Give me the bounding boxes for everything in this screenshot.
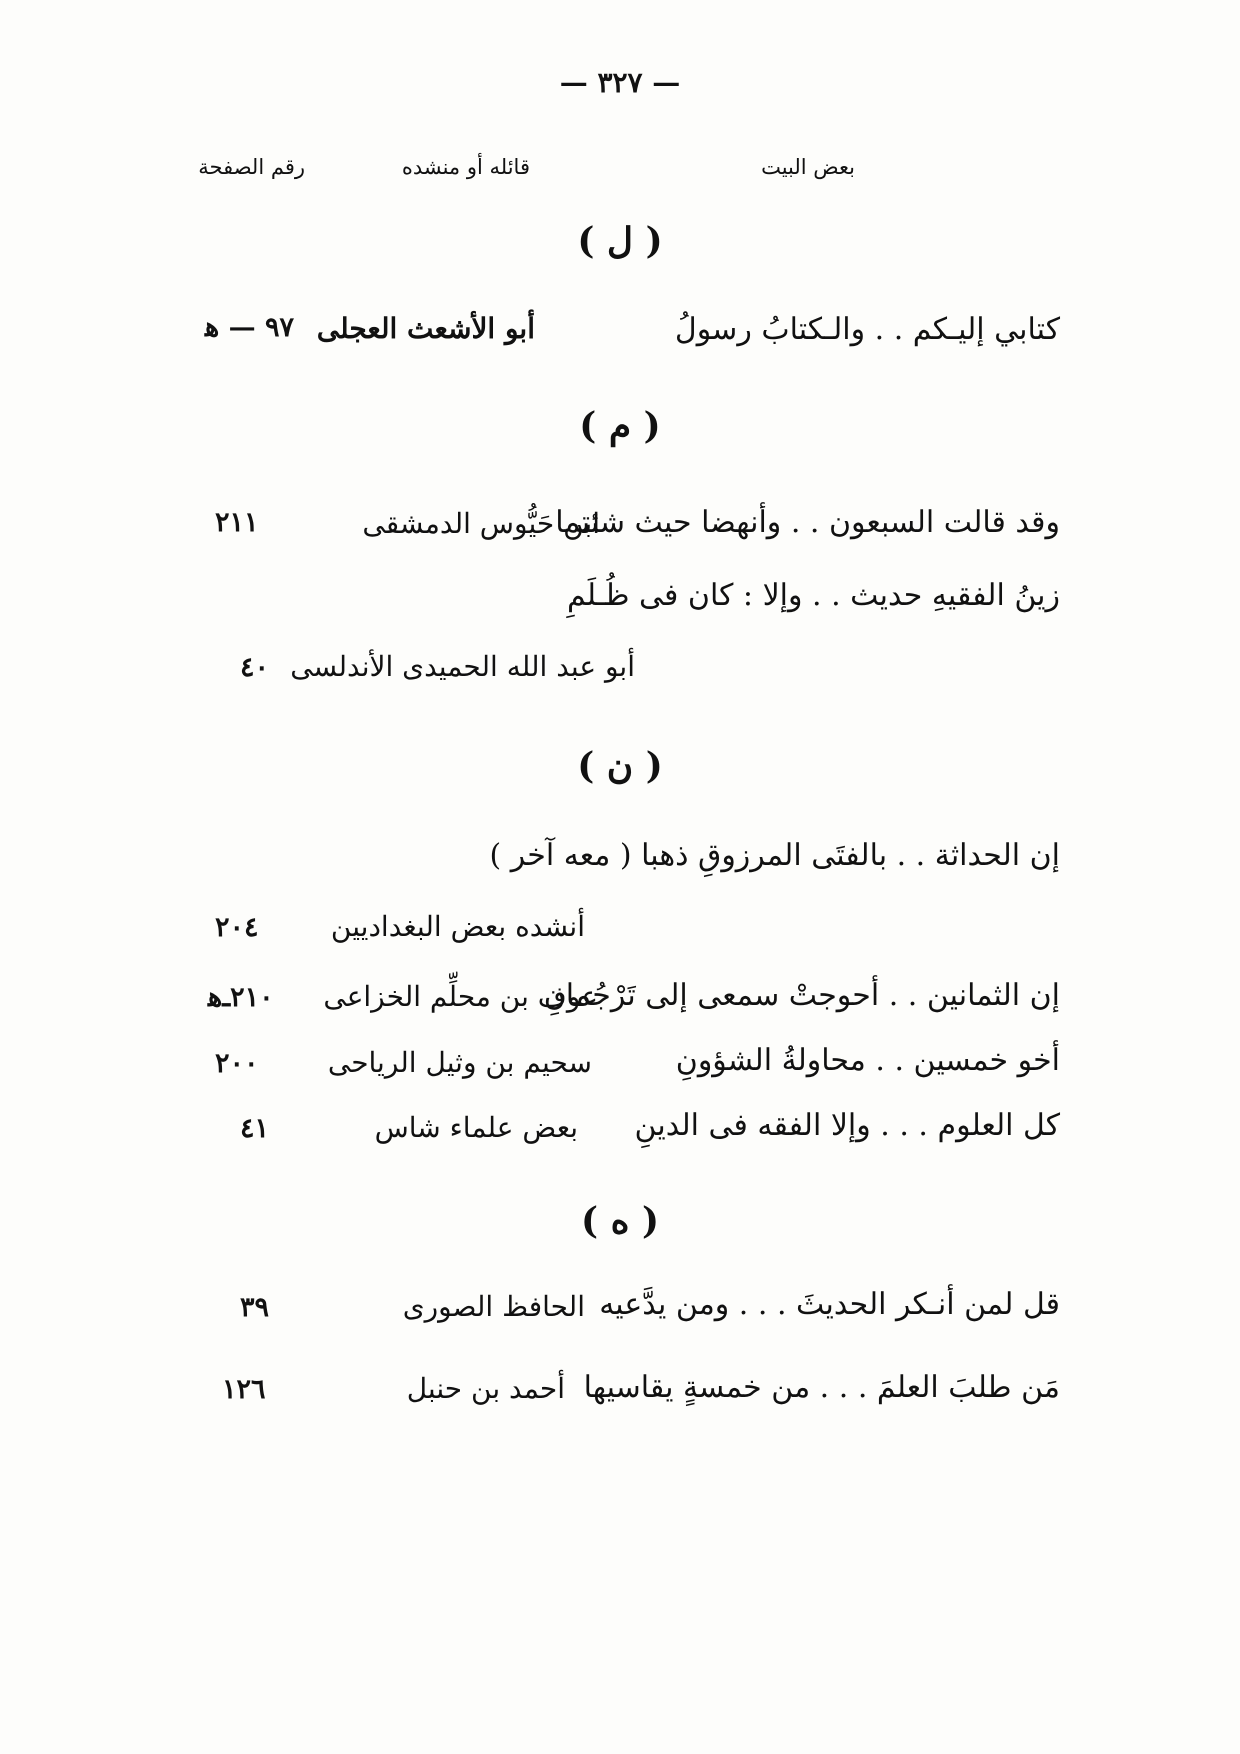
verse-fragment: إن الثمانين . . أحوجتْ سمعى إلى تَرْجُمانِ <box>543 978 1060 1013</box>
poet-name: بعض علماء شاس <box>374 1111 578 1144</box>
page-reference: ٤٠ <box>240 652 270 683</box>
verse-fragment: كل العلوم . . . وإلا الفقه فى الدينِ <box>634 1108 1060 1143</box>
section-letter-nun: ( ن ) <box>577 745 663 787</box>
page-reference: ٣٩ <box>240 1292 270 1323</box>
verse-fragment: قل لمن أنـكر الحديثَ . . . ومن يدَّعيه <box>599 1287 1060 1322</box>
section-letter-ha: ( ه ) <box>581 1200 659 1242</box>
page-reference: ١٢٦ <box>222 1374 266 1405</box>
poet-name: ابن حَيُّوس الدمشقى <box>362 507 600 540</box>
page-number: — ٣٢٧ — <box>559 66 681 99</box>
poet-name: الحافظ الصورى <box>402 1290 585 1323</box>
page-reference: ٩٧ — ﻫ <box>205 312 295 343</box>
poet-name: أبو عبد الله الحميدى الأندلسى <box>290 650 635 683</box>
poet-name: أحمد بن حنبل <box>406 1372 565 1405</box>
poet-name: أبو الأشعث العجلى <box>316 312 535 345</box>
verse-fragment: أخو خمسين . . محاولةُ الشؤونِ <box>675 1043 1060 1078</box>
page-reference: ٢٠٤ <box>215 912 259 943</box>
page-reference: ٢٠٠ <box>215 1048 259 1079</box>
section-letter-lam: ( ل ) <box>577 220 663 262</box>
poet-name: سحيم بن وثيل الرياحى <box>327 1046 592 1079</box>
page-reference: ٢١١ <box>215 507 259 538</box>
page-reference: ٢١٠ـﻫ <box>208 982 274 1013</box>
header-page-column: رقم الصفحة <box>198 155 305 179</box>
poet-name: أنشده بعض البغداديين <box>330 910 585 943</box>
header-poet-column: قائله أو منشده <box>401 155 530 179</box>
verse-fragment: كتابي إليـكم . . والـكتابُ رسولُ <box>674 312 1060 347</box>
verse-fragment: مَن طلبَ العلمَ . . . من خمسةٍ يقاسيها <box>583 1370 1060 1405</box>
verse-fragment: إن الحداثة . . بالفتَى المرزوقِ ذهبا ( معه آخر ) <box>489 838 1060 873</box>
page-reference: ٤١ <box>240 1113 270 1144</box>
verse-fragment: وقد قالت السبعون . . وأنهضا حيث شئتما <box>555 505 1060 540</box>
verse-fragment: زينُ الفقيهِ حديث . . وإلا : كان فى ظُـلَمِ <box>566 578 1060 613</box>
poet-name: عوف بن محلِّم الخزاعى <box>323 980 598 1013</box>
header-verse-column: بعض البيت <box>761 155 855 179</box>
section-letter-mim: ( م ) <box>579 405 661 447</box>
